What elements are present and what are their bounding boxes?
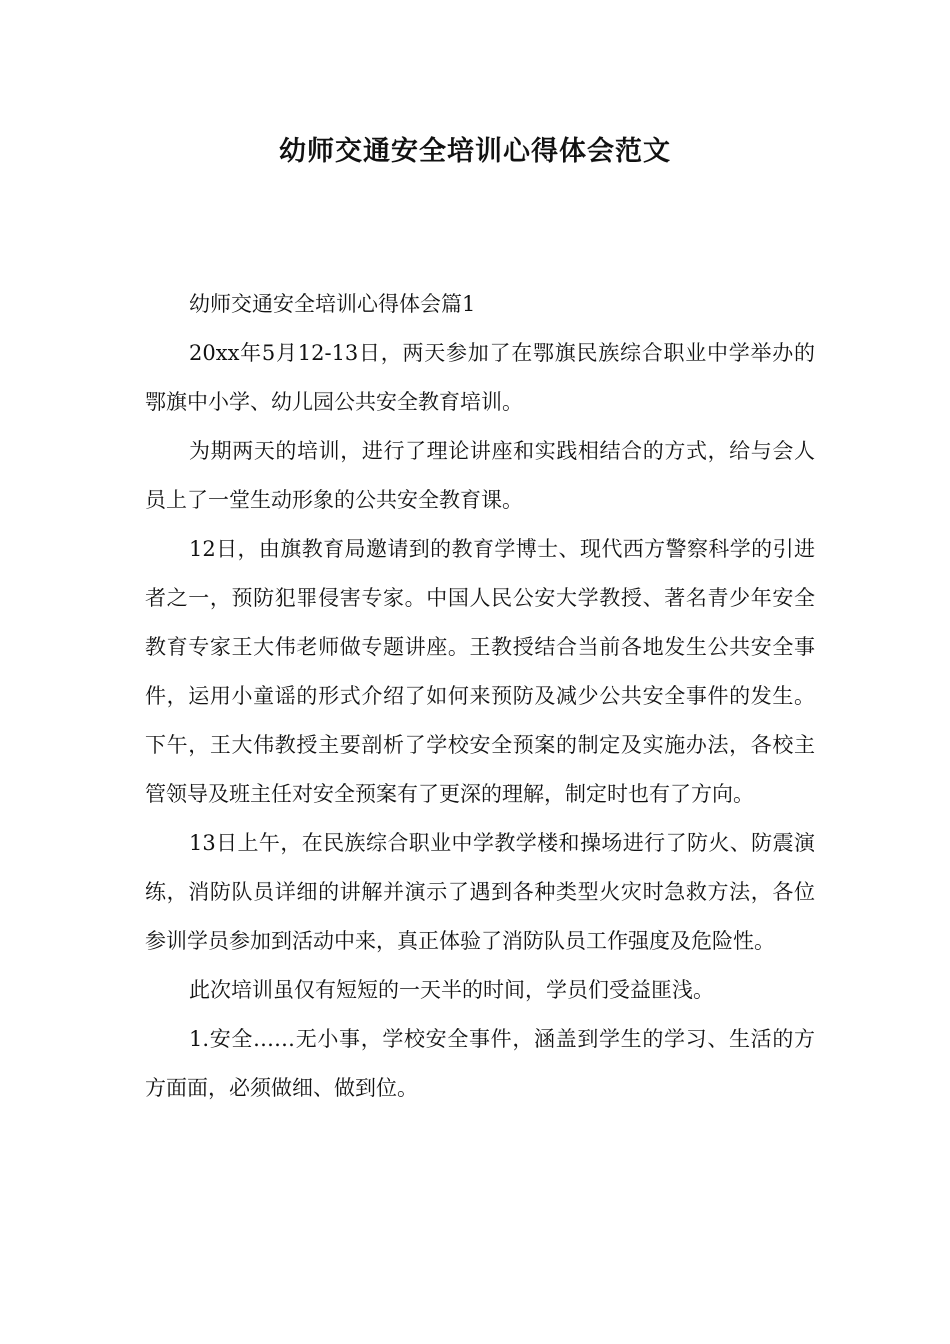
- paragraph-intro: 20xx年5月12-13日，两天参加了在鄂旗民族综合职业中学举办的鄂旗中小学、幼儿园公共安全教育培训。: [145, 341, 815, 414]
- paragraph-day-12: 12日，由旗教育局邀请到的教育学博士、现代西方警察科学的引进者之一，预防犯罪侵害专家。中国人民公安大学教授、著名青少年安全教育专家王大伟老师做专题讲座。王教授结合当前各地发生公共安全事件，运用小童谣的形式介绍了如何来预防及减少公共安全事件的发生。下午，王大伟教授主要剖析了学校安全预案的制定及实施办法，各校主管领导及班主任对安全预案有了更深的理解，制定时也有了方向。: [145, 537, 815, 806]
- document-title: 幼师交通安全培训心得体会范文: [279, 136, 671, 167]
- paragraph-training-format: 为期两天的培训，进行了理论讲座和实践相结合的方式，给与会人员上了一堂生动形象的公共安全教育课。: [145, 439, 815, 512]
- paragraph-point-1: 1.安全……无小事，学校安全事件，涵盖到学生的学习、生活的方方面面，必须做细、做到位。: [145, 1027, 815, 1100]
- paragraph-summary: 此次培训虽仅有短短的一天半的时间，学员们受益匪浅。: [189, 978, 714, 1002]
- document-body: [145, 280, 815, 1113]
- paragraph-day-13: 13日上午，在民族综合职业中学教学楼和操场进行了防火、防震演练，消防队员详细的讲解并演示了遇到各种类型火灾时急救方法，各位参训学员参加到活动中来，真正体验了消防队员工作强度及危险性。: [145, 831, 815, 953]
- section-heading: 幼师交通安全培训心得体会篇1: [189, 292, 476, 316]
